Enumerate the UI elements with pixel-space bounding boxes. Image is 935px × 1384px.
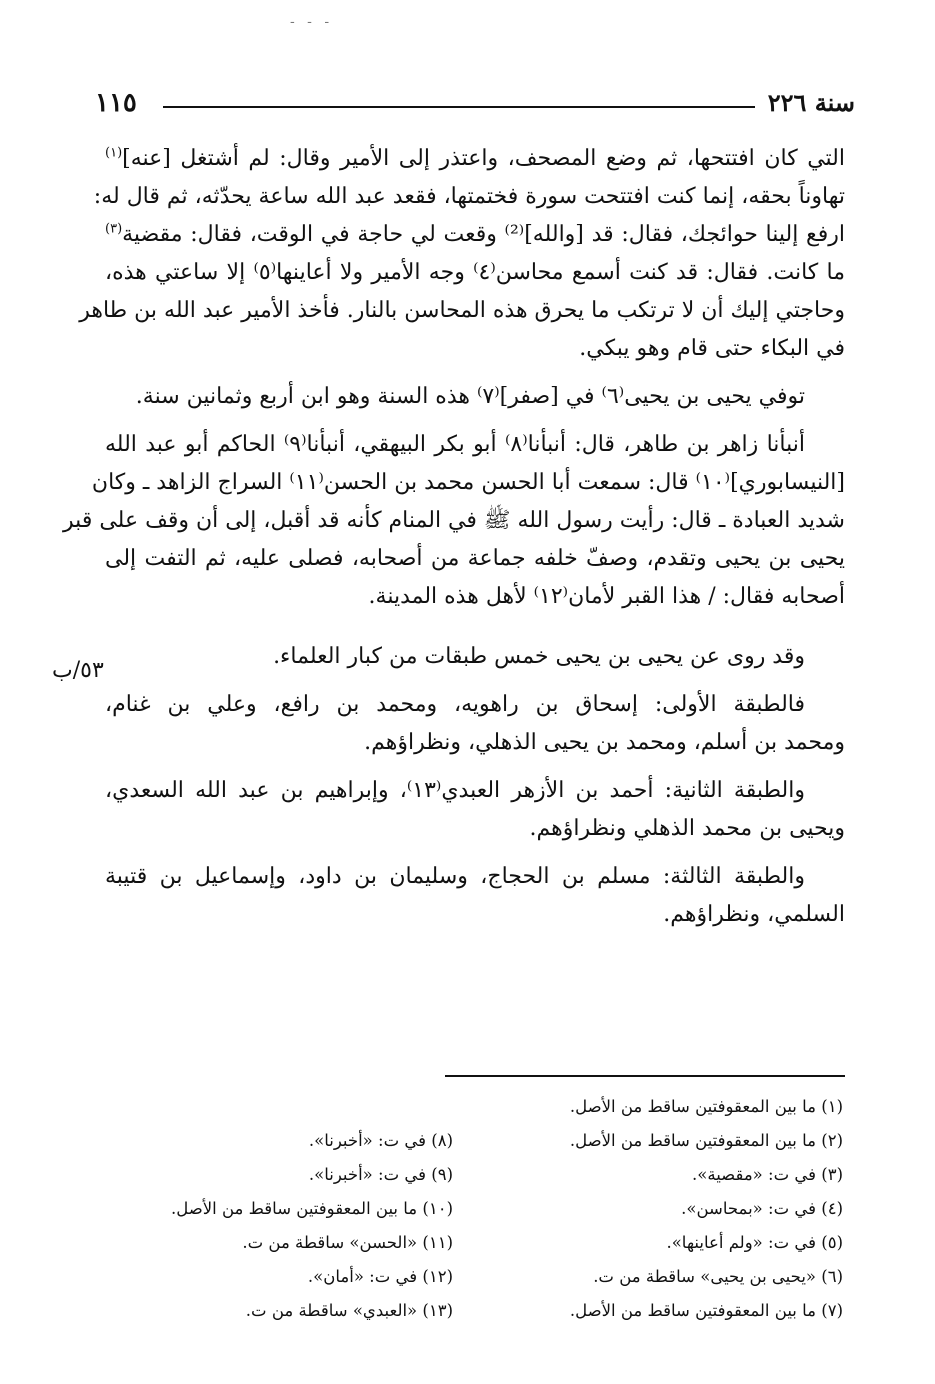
text-line: والطبقة الثانية: أحمد بن الأزهر العبدي⁽١٣⁾، وإبراهيم بن عبد الله السعدي، [105,778,805,803]
footnote: (٢) ما بين المعقوفتين ساقط من الأصل. [569,1131,843,1150]
footnote: (٤) في ت: «بمحاسن». [681,1199,843,1218]
text-line: توفي يحيى بن يحيى⁽٦⁾ في [صفر]⁽٧⁾ هذه السنة وهو ابن أربع وثمانين سنة. [135,384,805,409]
footnotes-right-column [483,1090,843,1328]
text-line: ويحيى بن محمد الذهلي ونظراؤهم. [529,816,845,841]
text-line: السلمي، ونظراؤهم. [663,902,845,927]
footnote: (٧) ما بين المعقوفتين ساقط من الأصل. [569,1301,843,1320]
footnotes-left-column [93,1124,453,1328]
running-title: سنة ٢٢٦ [767,88,855,117]
text-line: [النيسابوري]⁽١٠⁾ قال: سمعت أبا الحسن محمد بن الحسن⁽١١⁾ السراج الزاهد ـ وكان [91,470,845,495]
page-number: ١١٥ [95,88,137,118]
text-line: في البكاء حتى قام وهو يبكي. [579,336,845,361]
footnote-rule [445,1075,845,1077]
text-line: ومحمد بن أسلم، ومحمد بن يحيى الذهلي، ونظراؤهم. [364,730,845,755]
text-line: يحيى بن يحيى وتقدم، وصفّ خلفه جماعة من أصحابه، فصلى عليه، ثم التفت إلى [105,546,845,571]
footnote: (٦) «يحيى بن يحيى» ساقطة من ت. [593,1267,843,1286]
text-line: وحاجتي إليك أن لا ترتكب ما يحرق هذه المحاسن بالنار. فأخذ الأمير عبد الله بن طاهر [79,298,845,323]
header-rule [163,106,755,108]
text-line: والطبقة الثالثة: مسلم بن الحجاج، وسليمان بن داود، وإسماعيل بن قتيبة [105,864,805,889]
top-mark: - - - [290,14,334,30]
footnote: (٥) في ت: «ولم أعاينها». [666,1233,843,1252]
text-line: ارفع إلينا حوائجك، فقال: قد [والله]⁽²⁾ وقعت لي حاجة في الوقت، فقال: مقضية$^{(٣)}$ [105,221,845,247]
text-line: تهاوناً بحقه، إنما كنت افتتحت سورة فختمتها، فقعد عبد الله ساعة يحدّثه، ثم قال له: [93,184,845,209]
text-line: أنبأنا زاهر بن طاهر، قال: أنبأنا⁽٨⁾ أبو بكر البيهقي، أنبأنا⁽٩⁾ الحاكم أبو عبد الله [105,432,805,457]
text-line: فالطبقة الأولى: إسحاق بن راهويه، ومحمد بن رافع، وعلي بن غنام، [105,692,805,717]
text-line: أصحابه فقال: / هذا القبر لأمان⁽١٢⁾ لأهل هذه المدينة. [368,584,845,609]
footnote: (١١) «الحسن» ساقطة من ت. [242,1233,453,1252]
text-line: وقد روى عن يحيى بن يحيى خمس طبقات من كبار العلماء. [273,644,805,669]
margin-folio-note: ٥٣/ب [52,658,104,683]
footnote: (١٢) في ت: «أمان». [307,1267,453,1286]
footnote: (١) ما بين المعقوفتين ساقط من الأصل. [569,1097,843,1116]
page-header [95,88,855,124]
text-line: التي كان افتتحها، ثم وضع المصحف، واعتذر إلى الأمير وقال: لم أشتغل [عنه]$^{(١)}$ [105,145,845,171]
footnote: (٨) في ت: «أخبرنا». [308,1131,453,1150]
footnote: (٣) في ت: «مقصية». [692,1165,843,1184]
footnote: (١٠) ما بين المعقوفتين ساقط من الأصل. [170,1199,453,1218]
footnote: (٩) في ت: «أخبرنا». [308,1165,453,1184]
footnote: (١٣) «العبدي» ساقطة من ت. [245,1301,453,1320]
text-line: ما كانت. فقال: قد كنت أسمع محاسن⁽٤⁾ وجه الأمير ولا أعاينها⁽٥⁾ إلا ساعتي هذه، [105,260,845,285]
text-line: شديد العبادة ـ قال: رأيت رسول الله ﷺ في المنام كأنه قد أقبل، إلى أن وقف على قبر [63,508,845,533]
